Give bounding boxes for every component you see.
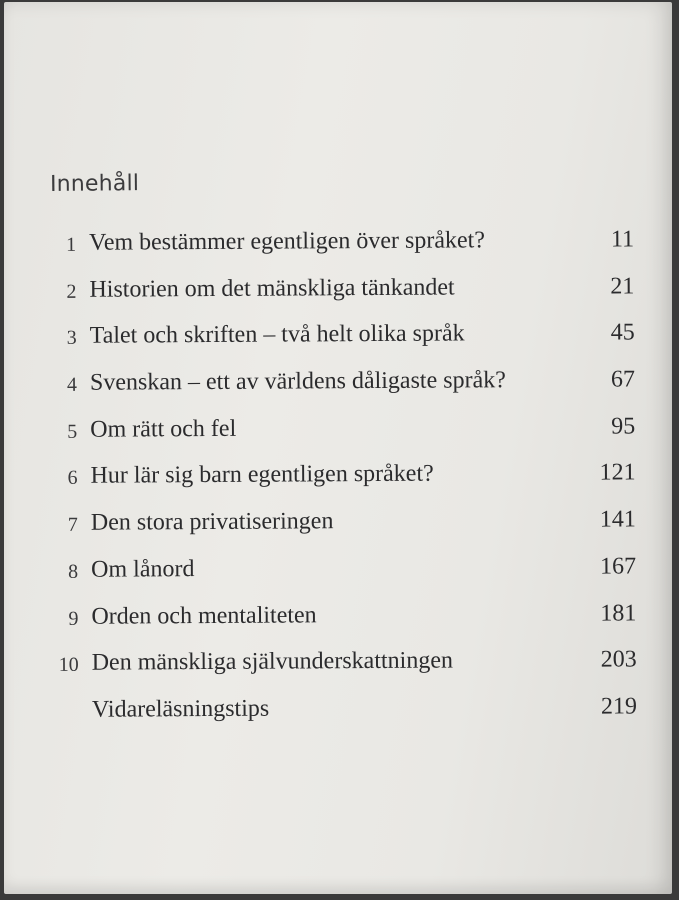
chapter-title: Vem bestämmer egentligen över språket?	[89, 227, 486, 256]
book-page	[4, 2, 672, 894]
chapter-title: Talet och skriften – två helt olika språk	[89, 320, 465, 350]
chapter-number: 4	[66, 373, 78, 396]
page-number: 219	[600, 693, 638, 720]
chapter-title: Vidareläsningstips	[91, 695, 270, 723]
chapter-number: 10	[58, 653, 79, 677]
toc-entry	[47, 687, 647, 737]
toc-entry	[45, 407, 645, 457]
toc-entry	[46, 547, 646, 597]
chapter-title: Om rätt och fel	[90, 415, 237, 443]
page-number: 95	[611, 413, 636, 440]
page-number: 181	[600, 599, 637, 627]
chapter-number: 7	[67, 513, 78, 536]
toc-entry	[46, 500, 646, 550]
toc-entry	[45, 314, 645, 364]
chapter-title: Orden och mentaliteten	[91, 601, 317, 630]
chapter-number: 2	[66, 280, 77, 303]
table-of-contents	[44, 220, 647, 737]
page-title: Innehåll	[49, 171, 140, 197]
chapter-title: Den mänskliga självunderskattningen	[91, 647, 454, 676]
page-number: 121	[599, 459, 636, 487]
chapter-title: Svenskan – ett av världens dåligaste språk?	[89, 367, 506, 396]
toc-entry	[47, 641, 647, 691]
chapter-title: Historien om det mänskliga tänkandet	[89, 274, 455, 303]
chapter-number: 3	[66, 327, 77, 350]
toc-entry	[45, 454, 645, 504]
chapter-title: Den stora privatiseringen	[90, 508, 334, 536]
page-number: 141	[599, 506, 636, 533]
page-number: 11	[610, 226, 635, 253]
chapter-number: 6	[67, 467, 78, 490]
page-number: 45	[610, 319, 635, 346]
chapter-number: 8	[68, 560, 79, 583]
chapter-title: Om lånord	[91, 555, 195, 583]
toc-entry	[44, 220, 644, 270]
page-number: 203	[600, 646, 637, 673]
chapter-number: 5	[67, 420, 78, 443]
chapter-title: Hur lär sig barn egentligen språket?	[90, 461, 434, 490]
toc-entry	[46, 594, 646, 644]
chapter-number: 1	[66, 233, 77, 256]
chapter-number: 9	[68, 607, 79, 630]
page-number: 21	[610, 273, 635, 300]
toc-entry	[44, 267, 644, 317]
page-number: 167	[600, 553, 637, 580]
toc-entry	[45, 360, 645, 410]
page-number: 67	[610, 366, 636, 393]
